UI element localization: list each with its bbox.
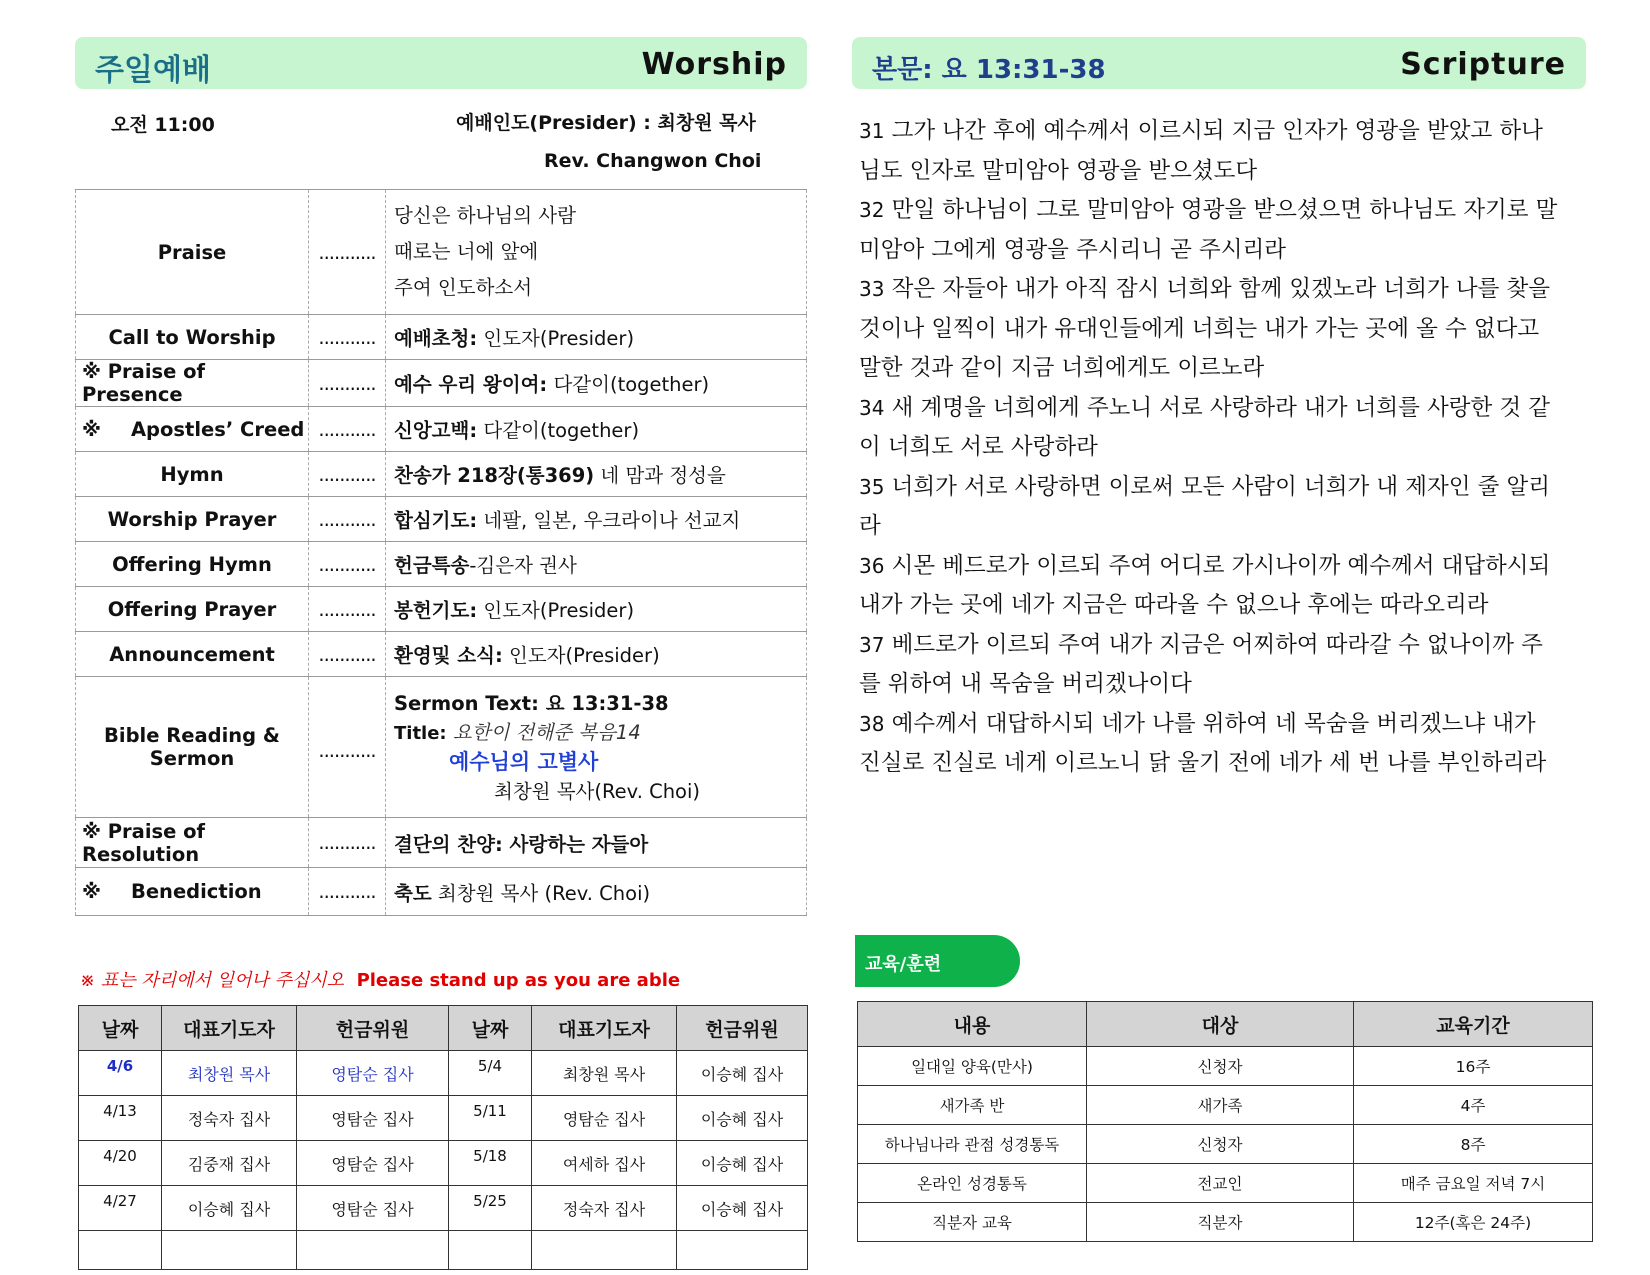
table-cell: 16주 [1354,1047,1593,1086]
order-row-offering-hymn [76,542,807,587]
verse-number: 36 [859,553,885,578]
table-cell: 4/20 [79,1141,162,1186]
order-dots: ........... [309,407,386,452]
order-row-prayer [76,497,807,542]
order-row-hymn [76,452,807,497]
order-item-text: 인도자(Presider) [477,327,635,350]
table-row-empty [79,1231,808,1270]
order-item-bold: 헌금특송 [394,554,470,577]
order-dots: ........... [309,818,386,868]
verse-line: 님도 인자로 말미암아 영광을 받으셨도다 [859,157,1258,184]
order-dots: ........... [309,677,386,818]
table-cell: 4/13 [79,1096,162,1141]
order-label: Praise of Resolution [82,819,206,866]
verse-number: 31 [859,119,885,143]
order-row-benediction [76,868,807,916]
table-cell: 정숙자 집사 [532,1186,677,1231]
stand-mark: ※ [82,417,101,441]
column-header: 날짜 [79,1006,162,1051]
verse-34 [859,389,1599,468]
table-cell: 김중재 집사 [162,1141,297,1186]
table-cell: 이승혜 집사 [677,1186,808,1231]
sermon-subtitle: 예수님의 고별사 [449,749,599,774]
order-dots: ........... [309,587,386,632]
order-item-bold: 찬송가 218장(통369) [394,464,595,487]
order-item-text: 인도자(Presider) [477,599,635,622]
table-cell: 일대일 양육(만사) [858,1047,1087,1086]
stand-mark: ※ [82,819,101,843]
table-cell: 최창원 목사 [162,1051,297,1096]
table-cell: 5/4 [449,1051,532,1096]
table-cell: 신청자 [1087,1047,1354,1086]
table-row [79,1096,808,1141]
table-header-row [858,1002,1593,1047]
table-header-row [79,1006,808,1051]
sermon-text: Sermon Text: 요 13:31-38 [394,691,669,715]
order-item-text: 인도자(Presider) [502,644,660,667]
verse-line: 만일 하나님이 그로 말미암아 영광을 받으셨으면 하나님도 자기로 말 [891,197,1558,223]
verse-line: 이 너희도 서로 사랑하라 [859,434,1098,460]
table-cell: 이승혜 집사 [162,1186,297,1231]
verse-line: 미암아 그에게 영광을 주시리니 곧 주시리라 [859,236,1286,263]
column-header: 날짜 [449,1006,532,1051]
column-header: 대표기도자 [162,1006,297,1051]
order-dots: ........... [309,868,386,916]
verse-line: 라 [859,513,881,539]
verse-line: 말한 것과 같이 지금 너희에게도 이르노라 [859,355,1265,381]
stand-mark: ※ [82,360,101,383]
column-header: 대상 [1087,1002,1354,1047]
column-header: 내용 [858,1002,1087,1047]
praise-song-2: 때로는 너에 앞에 [394,240,539,263]
table-cell: 하나님나라 관점 성경통독 [858,1125,1087,1164]
table-cell: 8주 [1354,1125,1593,1164]
scripture-text [859,112,1599,784]
verse-35 [859,468,1599,547]
order-row-presence [76,360,807,407]
table-cell: 영탐순 집사 [297,1186,449,1231]
table-row [79,1186,808,1231]
verse-line: 새 계명을 너희에게 주노니 서로 사랑하라 내가 너희를 사랑한 것 같 [891,394,1550,421]
column-header: 헌금위원 [297,1006,449,1051]
sermon-label-2: Sermon [149,747,235,770]
scripture-title-en: Scripture [1400,47,1566,82]
order-item-bold: 예수 우리 왕이여: [394,373,548,396]
order-label: Worship Prayer [76,497,309,542]
column-header: 대표기도자 [532,1006,677,1051]
verse-32 [859,191,1599,270]
table-cell: 정숙자 집사 [162,1096,297,1141]
column-header: 헌금위원 [677,1006,808,1051]
verse-line: 것이나 일찍이 내가 유대인들에게 너희는 내가 가는 곳에 올 수 없다고 [859,315,1540,342]
verse-line: 작은 자들아 내가 아직 잠시 너희와 함께 있겠노라 너희가 나를 찾을 [891,276,1550,302]
table-cell: 직분자 교육 [858,1203,1087,1242]
table-cell: 영탐순 집사 [532,1096,677,1141]
verse-line: 시몬 베드로가 이르되 주여 어디로 가시나이까 예수께서 대답하시되 [891,552,1551,579]
verse-line: 베드로가 이르되 주여 내가 지금은 어찌하여 따라갈 수 없나이까 주 [891,631,1543,658]
table-cell: 4주 [1354,1086,1593,1125]
presider: 예배인도(Presider) : 최창원 목사 [456,112,756,134]
education-table [857,1001,1593,1242]
verse-line: 진실로 진실로 네게 이르노니 닭 울기 전에 네가 세 번 나를 부인하리라 [859,750,1547,776]
order-item-text: 다같이(together) [547,373,710,396]
table-cell: 영탐순 집사 [297,1051,449,1096]
order-row-offering-prayer [76,587,807,632]
worship-banner [75,37,807,89]
table-cell: 이승혜 집사 [677,1051,808,1096]
table-cell: 전교인 [1087,1164,1354,1203]
order-item-bold: 예배초청: [394,327,478,350]
stand-notice [80,966,680,992]
order-item-text: 최창원 목사 (Rev. Choi) [431,881,651,905]
order-dots: ........... [309,190,386,315]
service-time: 오전 11:00 [111,114,215,136]
table-cell: 영탐순 집사 [297,1096,449,1141]
table-cell: 온라인 성경통독 [858,1164,1087,1203]
table-row [79,1141,808,1186]
table-cell: 5/11 [449,1096,532,1141]
table-cell: 4/6 [79,1051,162,1096]
verse-number: 33 [859,277,885,301]
stand-mark: ※ [82,880,101,903]
table-cell: 여세하 집사 [532,1141,677,1186]
order-of-worship [75,189,807,916]
scripture-reference: 본문: 요 13:31-38 [872,55,1106,85]
order-item-bold: 축도 [394,881,432,905]
stand-notice-en: Please stand up as you are able [356,970,681,991]
order-dots: ........... [309,632,386,677]
verse-number: 34 [859,395,885,420]
worship-title-en: Worship [641,47,787,82]
order-item-bold: 결단의 찬양: 사랑하는 자들아 [394,832,649,856]
order-label: Offering Prayer [76,587,309,632]
verse-number: 35 [859,474,885,499]
verse-line: 내가 가는 곳에 네가 지금은 따라올 수 없으나 후에는 따라오리라 [859,592,1489,618]
presider-en: Rev. Changwon Choi [544,150,762,172]
order-row-sermon [76,677,807,818]
table-row [858,1086,1593,1125]
table-row [858,1125,1593,1164]
table-cell: 5/18 [449,1141,532,1186]
verse-36 [859,547,1599,626]
order-row-creed [76,407,807,452]
order-dots: ........... [309,497,386,542]
order-item-text: -김은자 권사 [469,554,577,577]
table-cell: 신청자 [1087,1125,1354,1164]
order-label: Praise of Presence [82,360,206,406]
order-item-bold: 합심기도: [394,509,478,532]
table-cell: 직분자 [1087,1203,1354,1242]
sermon-preacher: 최창원 목사(Rev. Choi) [494,779,701,803]
table-row [858,1164,1593,1203]
table-cell: 5/25 [449,1186,532,1231]
table-cell: 이승혜 집사 [677,1096,808,1141]
table-cell: 4/27 [79,1186,162,1231]
order-dots: ........... [309,360,386,407]
table-row [858,1047,1593,1086]
verse-number: 32 [859,198,885,222]
order-label: Announcement [76,632,309,677]
order-label: Apostles’ Creed [130,417,305,441]
sermon-title: 요한이 전해준 복음14 [452,720,641,744]
verse-33 [859,270,1599,389]
order-item-text: 다같이(together) [477,419,640,442]
prayer-schedule-table [78,1005,808,1270]
table-row [79,1051,808,1096]
verse-line: 너희가 서로 사랑하면 이로써 모든 사람이 너희가 내 제자인 줄 알리 [891,473,1550,500]
order-row-call [76,315,807,360]
verse-line: 그가 나간 후에 예수께서 이르시되 지금 인자가 영광을 받았고 하나 [891,118,1543,144]
verse-line: 를 위하여 내 목숨을 버리겠나이다 [859,671,1192,697]
order-dots: ........... [309,315,386,360]
praise-song-3: 주여 인도하소서 [394,276,533,299]
verse-line: 예수께서 대답하시되 네가 나를 위하여 네 목숨을 버리겠느냐 내가 [891,710,1536,737]
order-item-bold: 환영및 소식: [394,644,503,667]
order-item-bold: 봉헌기도: [394,599,478,622]
column-header: 교육기간 [1354,1002,1593,1047]
table-cell: 영탐순 집사 [297,1141,449,1186]
order-row-praise [76,190,807,315]
table-row [858,1203,1593,1242]
worship-title-ko: 주일예배 [95,53,211,88]
verse-31 [859,112,1599,191]
education-tab-label: 교육/훈련 [865,954,942,975]
table-cell: 매주 금요일 저녁 7시 [1354,1164,1593,1203]
table-cell: 새가족 반 [858,1086,1087,1125]
verse-37 [859,626,1599,705]
table-cell: 최창원 목사 [532,1051,677,1096]
praise-song-1: 당신은 하나님의 사람 [394,204,576,227]
order-row-resolution [76,818,807,868]
education-tab [855,935,1020,987]
order-row-announcement [76,632,807,677]
order-label: Hymn [76,452,309,497]
order-label: Offering Hymn [76,542,309,587]
verse-38 [859,705,1599,784]
order-dots: ........... [309,542,386,587]
order-dots: ........... [309,452,386,497]
order-label: Benediction [130,880,262,903]
order-label: Call to Worship [76,315,309,360]
order-label: Praise [76,190,309,315]
order-item-text: 네 맘과 정성을 [594,464,726,487]
sermon-label-1: Bible Reading & [104,724,280,747]
stand-notice-ko: ※ 표는 자리에서 일어나 주십시오 [80,970,345,991]
sermon-title-label: Title: [394,722,447,744]
table-cell: 새가족 [1087,1086,1354,1125]
table-cell: 이승혜 집사 [677,1141,808,1186]
verse-number: 37 [859,632,885,657]
verse-number: 38 [859,711,885,736]
order-item-bold: 신앙고백: [394,419,478,442]
table-cell: 12주(혹은 24주) [1354,1203,1593,1242]
scripture-banner [852,37,1586,89]
order-item-text: 네팔, 일본, 우크라이나 선교지 [477,509,741,532]
